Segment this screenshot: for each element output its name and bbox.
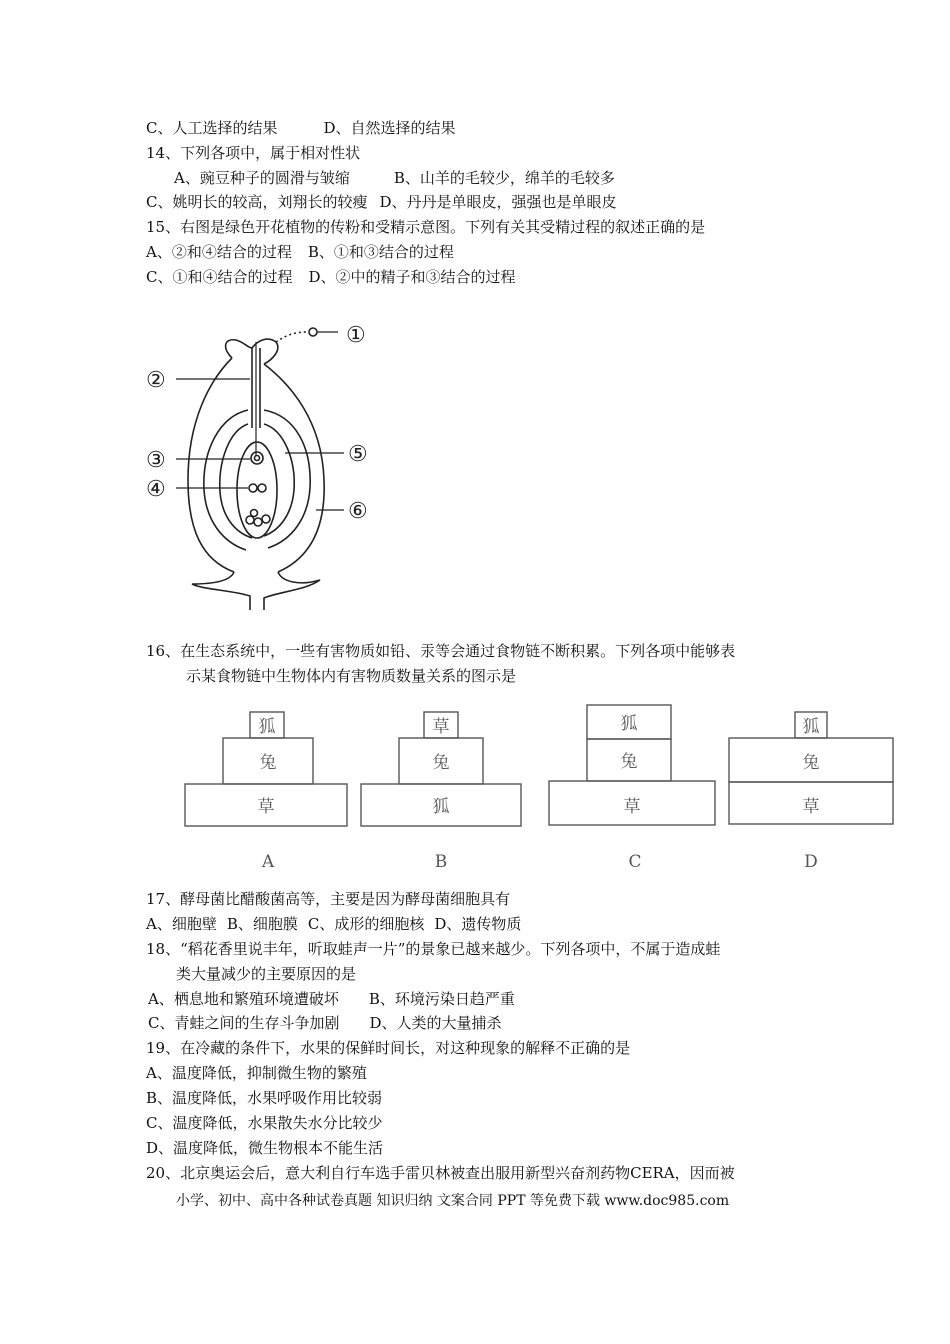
option-d: D、人类的大量捕杀 — [369, 1014, 502, 1032]
option-a: A、细胞壁 — [146, 915, 217, 933]
label-4: ④ — [146, 477, 166, 502]
option-c: C、人工选择的结果 — [146, 119, 278, 137]
label-2: ② — [146, 368, 166, 393]
tier-mid: 兔 — [620, 752, 638, 772]
q19-option-d: D、温度降低，微生物根本不能生活 — [146, 1139, 384, 1157]
q14-stem: 14、下列各项中，属于相对性状 — [146, 144, 361, 162]
tier-bottom: 狐 — [432, 797, 450, 817]
option-c: C、姚明长的较高，刘翔长的较瘦 — [146, 193, 368, 211]
tier-top: 狐 — [258, 717, 276, 737]
q16-stem-cont: 示某食物链中生物体内有害物质数量关系的图示是 — [186, 667, 517, 685]
tier-bottom: 草 — [623, 797, 641, 817]
food-chain-pyramids — [175, 700, 905, 880]
pyramid-a — [185, 712, 347, 872]
label-3: ③ — [146, 448, 166, 473]
q18-stem-cont: 类大量减少的主要原因的是 — [176, 965, 357, 983]
q15-options-cd — [146, 267, 516, 287]
q18-stem: 18、“稻花香里说丰年，听取蛙声一片”的景象已越来越少。下列各项中，不属于造成蛙 — [146, 940, 721, 958]
tier-bottom: 草 — [257, 797, 275, 817]
tier-top: 狐 — [802, 717, 820, 737]
option-b: B、环境污染日趋严重 — [368, 990, 515, 1008]
option-label: B — [434, 852, 448, 872]
pyramid-d — [729, 712, 893, 872]
q19-option-c: C、温度降低，水果散失水分比较少 — [146, 1114, 383, 1132]
option-d: D、遗传物质 — [434, 915, 522, 933]
label-1: ① — [346, 323, 366, 348]
q15-options-ab — [146, 242, 454, 262]
option-a: A、②和④结合的过程 — [146, 243, 292, 261]
q19-option-b: B、温度降低，水果呼吸作用比较弱 — [146, 1089, 383, 1107]
pyramid-b — [361, 712, 521, 872]
tier-top: 草 — [432, 717, 450, 737]
q16-stem: 16、在生态系统中，一些有害物质如铅、汞等会通过食物链不断积累。下列各项中能够表 — [146, 642, 736, 660]
tier-bottom: 草 — [802, 797, 820, 817]
q17-options — [146, 914, 521, 934]
option-d: D、自然选择的结果 — [323, 119, 456, 137]
tier-mid: 兔 — [802, 753, 820, 773]
option-d: D、丹丹是单眼皮，强强也是单眼皮 — [379, 193, 617, 211]
q14-options-cd — [146, 192, 617, 212]
option-label: D — [804, 852, 818, 872]
option-b: B、①和③结合的过程 — [307, 243, 454, 261]
q18-options-cd — [148, 1013, 502, 1033]
q17-stem: 17、酵母菌比醋酸菌高等，主要是因为酵母菌细胞具有 — [146, 890, 511, 908]
option-d: D、②中的精子和③结合的过程 — [308, 268, 516, 286]
q15-stem: 15、右图是绿色开花植物的传粉和受精示意图。下列有关其受精过程的叙述正确的是 — [146, 218, 706, 236]
label-5: ⑤ — [348, 442, 368, 467]
option-label: C — [628, 852, 642, 872]
label-6: ⑥ — [348, 499, 368, 524]
option-label: A — [261, 852, 275, 872]
option-c: C、①和④结合的过程 — [146, 268, 293, 286]
tier-top: 狐 — [620, 714, 638, 734]
option-a: A、豌豆种子的圆滑与皱缩 — [174, 169, 350, 187]
flower-fertilization-diagram — [140, 320, 380, 610]
footer-ad: 小学、初中、高中各种试卷真题 知识归纳 文案合同 PPT 等免费下载 www.doc985.com — [176, 1193, 730, 1209]
pyramid-c — [549, 705, 715, 872]
option-c: C、成形的细胞核 — [307, 915, 425, 933]
tier-mid: 兔 — [432, 753, 450, 773]
option-c: C、青蛙之间的生存斗争加剧 — [148, 1014, 340, 1032]
q19-stem: 19、在冷藏的条件下，水果的保鲜时间长，对这种现象的解释不正确的是 — [146, 1039, 631, 1057]
q20-stem: 20、北京奥运会后，意大利自行车选手雷贝林被查出服用新型兴奋剂药物CERA，因而被 — [146, 1164, 735, 1182]
option-a: A、栖息地和繁殖环境遭破坏 — [148, 990, 339, 1008]
option-b: B、山羊的毛较少，绵羊的毛较多 — [393, 169, 615, 187]
q19-option-a: A、温度降低，抑制微生物的繁殖 — [146, 1064, 367, 1082]
tier-mid: 兔 — [259, 753, 277, 773]
q13-options-cd — [146, 118, 456, 138]
q18-options-ab — [148, 989, 515, 1009]
q14-options-ab — [174, 168, 615, 188]
option-b: B、细胞膜 — [226, 915, 298, 933]
